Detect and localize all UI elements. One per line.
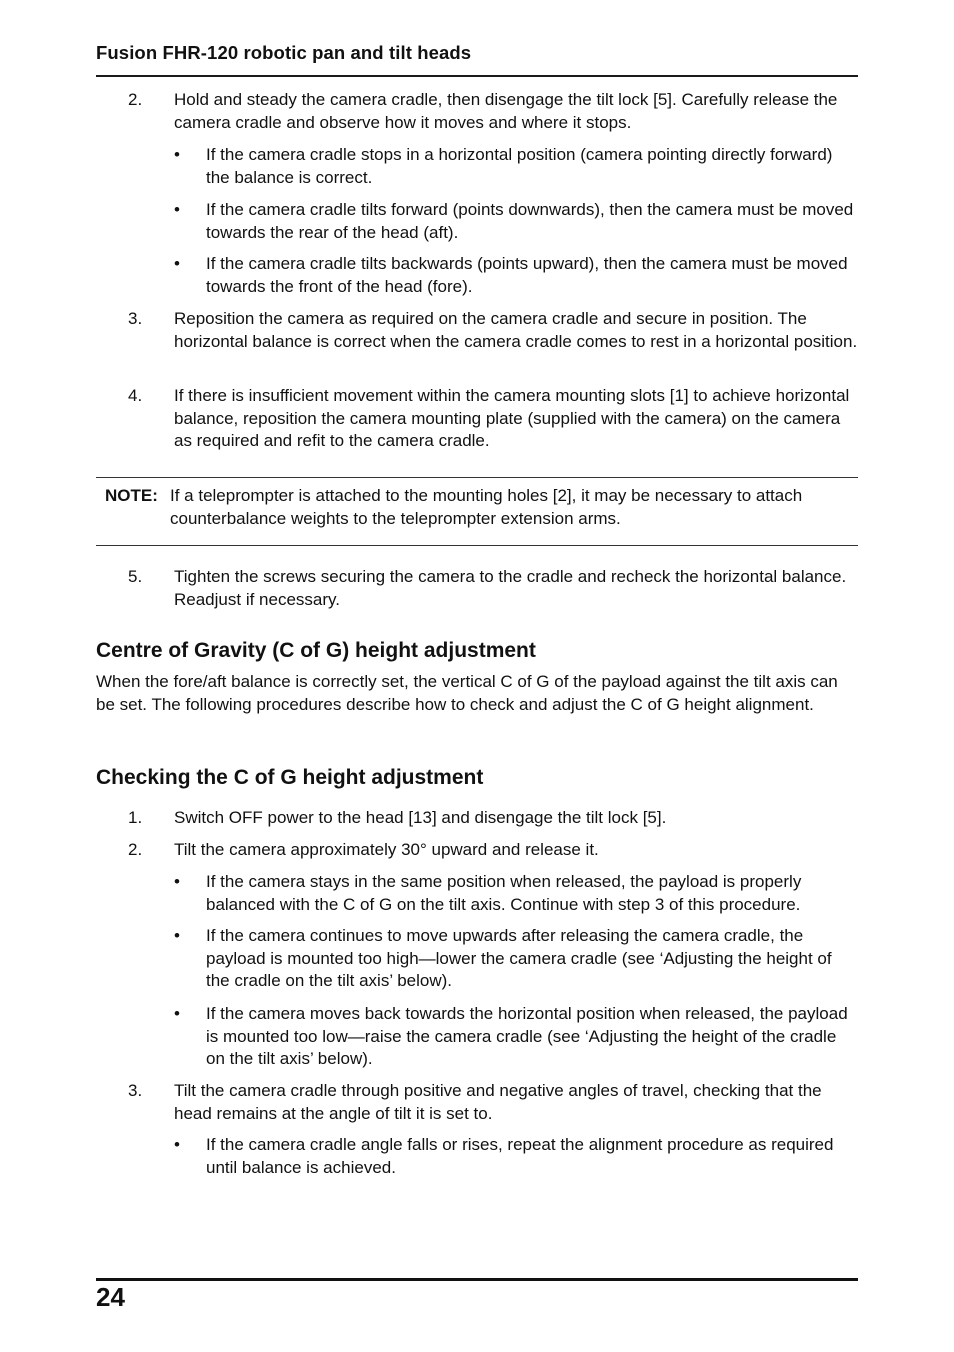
page-number: 24 [96, 1282, 125, 1312]
bullet-text: If the camera moves back towards the horizontal position when released, the payload is mounted too low—raise the camera cradle (see ‘Adjusting the height of the cradle on the tilt axis’ below). [206, 1004, 848, 1069]
step-number: 5. [128, 567, 143, 586]
bullet-text: If the camera cradle stops in a horizontal position (camera pointing directly forward) the balance is correct. [206, 145, 833, 187]
step-text: Tilt the camera approximately 30° upward and release it. [174, 840, 599, 859]
document-page [96, 0, 858, 1352]
step-number: 2. [128, 840, 143, 859]
section-heading-cog: Centre of Gravity (C of G) height adjustment [96, 639, 536, 662]
note-text: If a teleprompter is attached to the mounting holes [2], it may be necessary to attach counterbalance weights to the teleprompter extension arms. [170, 486, 803, 528]
step-number: 3. [128, 309, 143, 328]
cog-paragraph: When the fore/aft balance is correctly set, the vertical C of G of the payload against the tilt axis can be set. The following procedures describe how to check and adjust the C of G height alignment. [96, 672, 838, 714]
bullet-icon: • [174, 1004, 180, 1023]
step-number: 3. [128, 1081, 143, 1100]
note-label: NOTE: [105, 486, 158, 505]
bullet-icon: • [174, 145, 180, 164]
bullet-icon: • [174, 872, 180, 891]
step-text: Reposition the camera as required on the camera cradle and secure in position. The horizontal balance is correct when the camera cradle comes to rest in a horizontal position. [174, 309, 858, 351]
step-number: 1. [128, 808, 143, 827]
note-bottom-rule [96, 545, 858, 546]
step-text: Hold and steady the camera cradle, then disengage the tilt lock [5]. Carefully release the camera cradle and observe how it moves and where it stops. [174, 90, 838, 132]
step-text: If there is insufficient movement within the camera mounting slots [1] to achieve horizontal balance, reposition the camera mounting plate (supplied with the camera) on the camera as required and refit to the camera cradle. [174, 386, 850, 451]
bullet-text: If the camera cradle tilts forward (points downwards), then the camera must be moved towards the rear of the head (aft). [206, 200, 854, 242]
bullet-text: If the camera continues to move upwards after releasing the camera cradle, the payload is mounted too high—lower the camera cradle (see ‘Adjusting the height of the cradle on the tilt axis’ below). [206, 926, 832, 991]
section-heading-checking: Checking the C of G height adjustment [96, 766, 484, 789]
step-text: Tighten the screws securing the camera to the cradle and recheck the horizontal balance. Readjust if necessary. [174, 567, 847, 609]
bullet-icon: • [174, 254, 180, 273]
bullet-text: If the camera cradle tilts backwards (points upward), then the camera must be moved towards the front of the head (fore). [206, 254, 848, 296]
step-text: Switch OFF power to the head [13] and disengage the tilt lock [5]. [174, 808, 667, 827]
footer-rule [96, 1278, 858, 1281]
step-number: 2. [128, 90, 143, 109]
step-text: Tilt the camera cradle through positive and negative angles of travel, checking that the head remains at the angle of tilt it is set to. [174, 1081, 822, 1123]
bullet-icon: • [174, 200, 180, 219]
bullet-text: If the camera stays in the same position when released, the payload is properly balanced with the C of G on the tilt axis. Continue with step 3 of this procedure. [206, 872, 802, 914]
header-rule [96, 75, 858, 77]
bullet-icon: • [174, 1135, 180, 1154]
bullet-text: If the camera cradle angle falls or rises, repeat the alignment procedure as required until balance is achieved. [206, 1135, 834, 1177]
step-number: 4. [128, 386, 143, 405]
note-top-rule [96, 477, 858, 478]
running-header: Fusion FHR-120 robotic pan and tilt heads [96, 42, 472, 63]
bullet-icon: • [174, 926, 180, 945]
